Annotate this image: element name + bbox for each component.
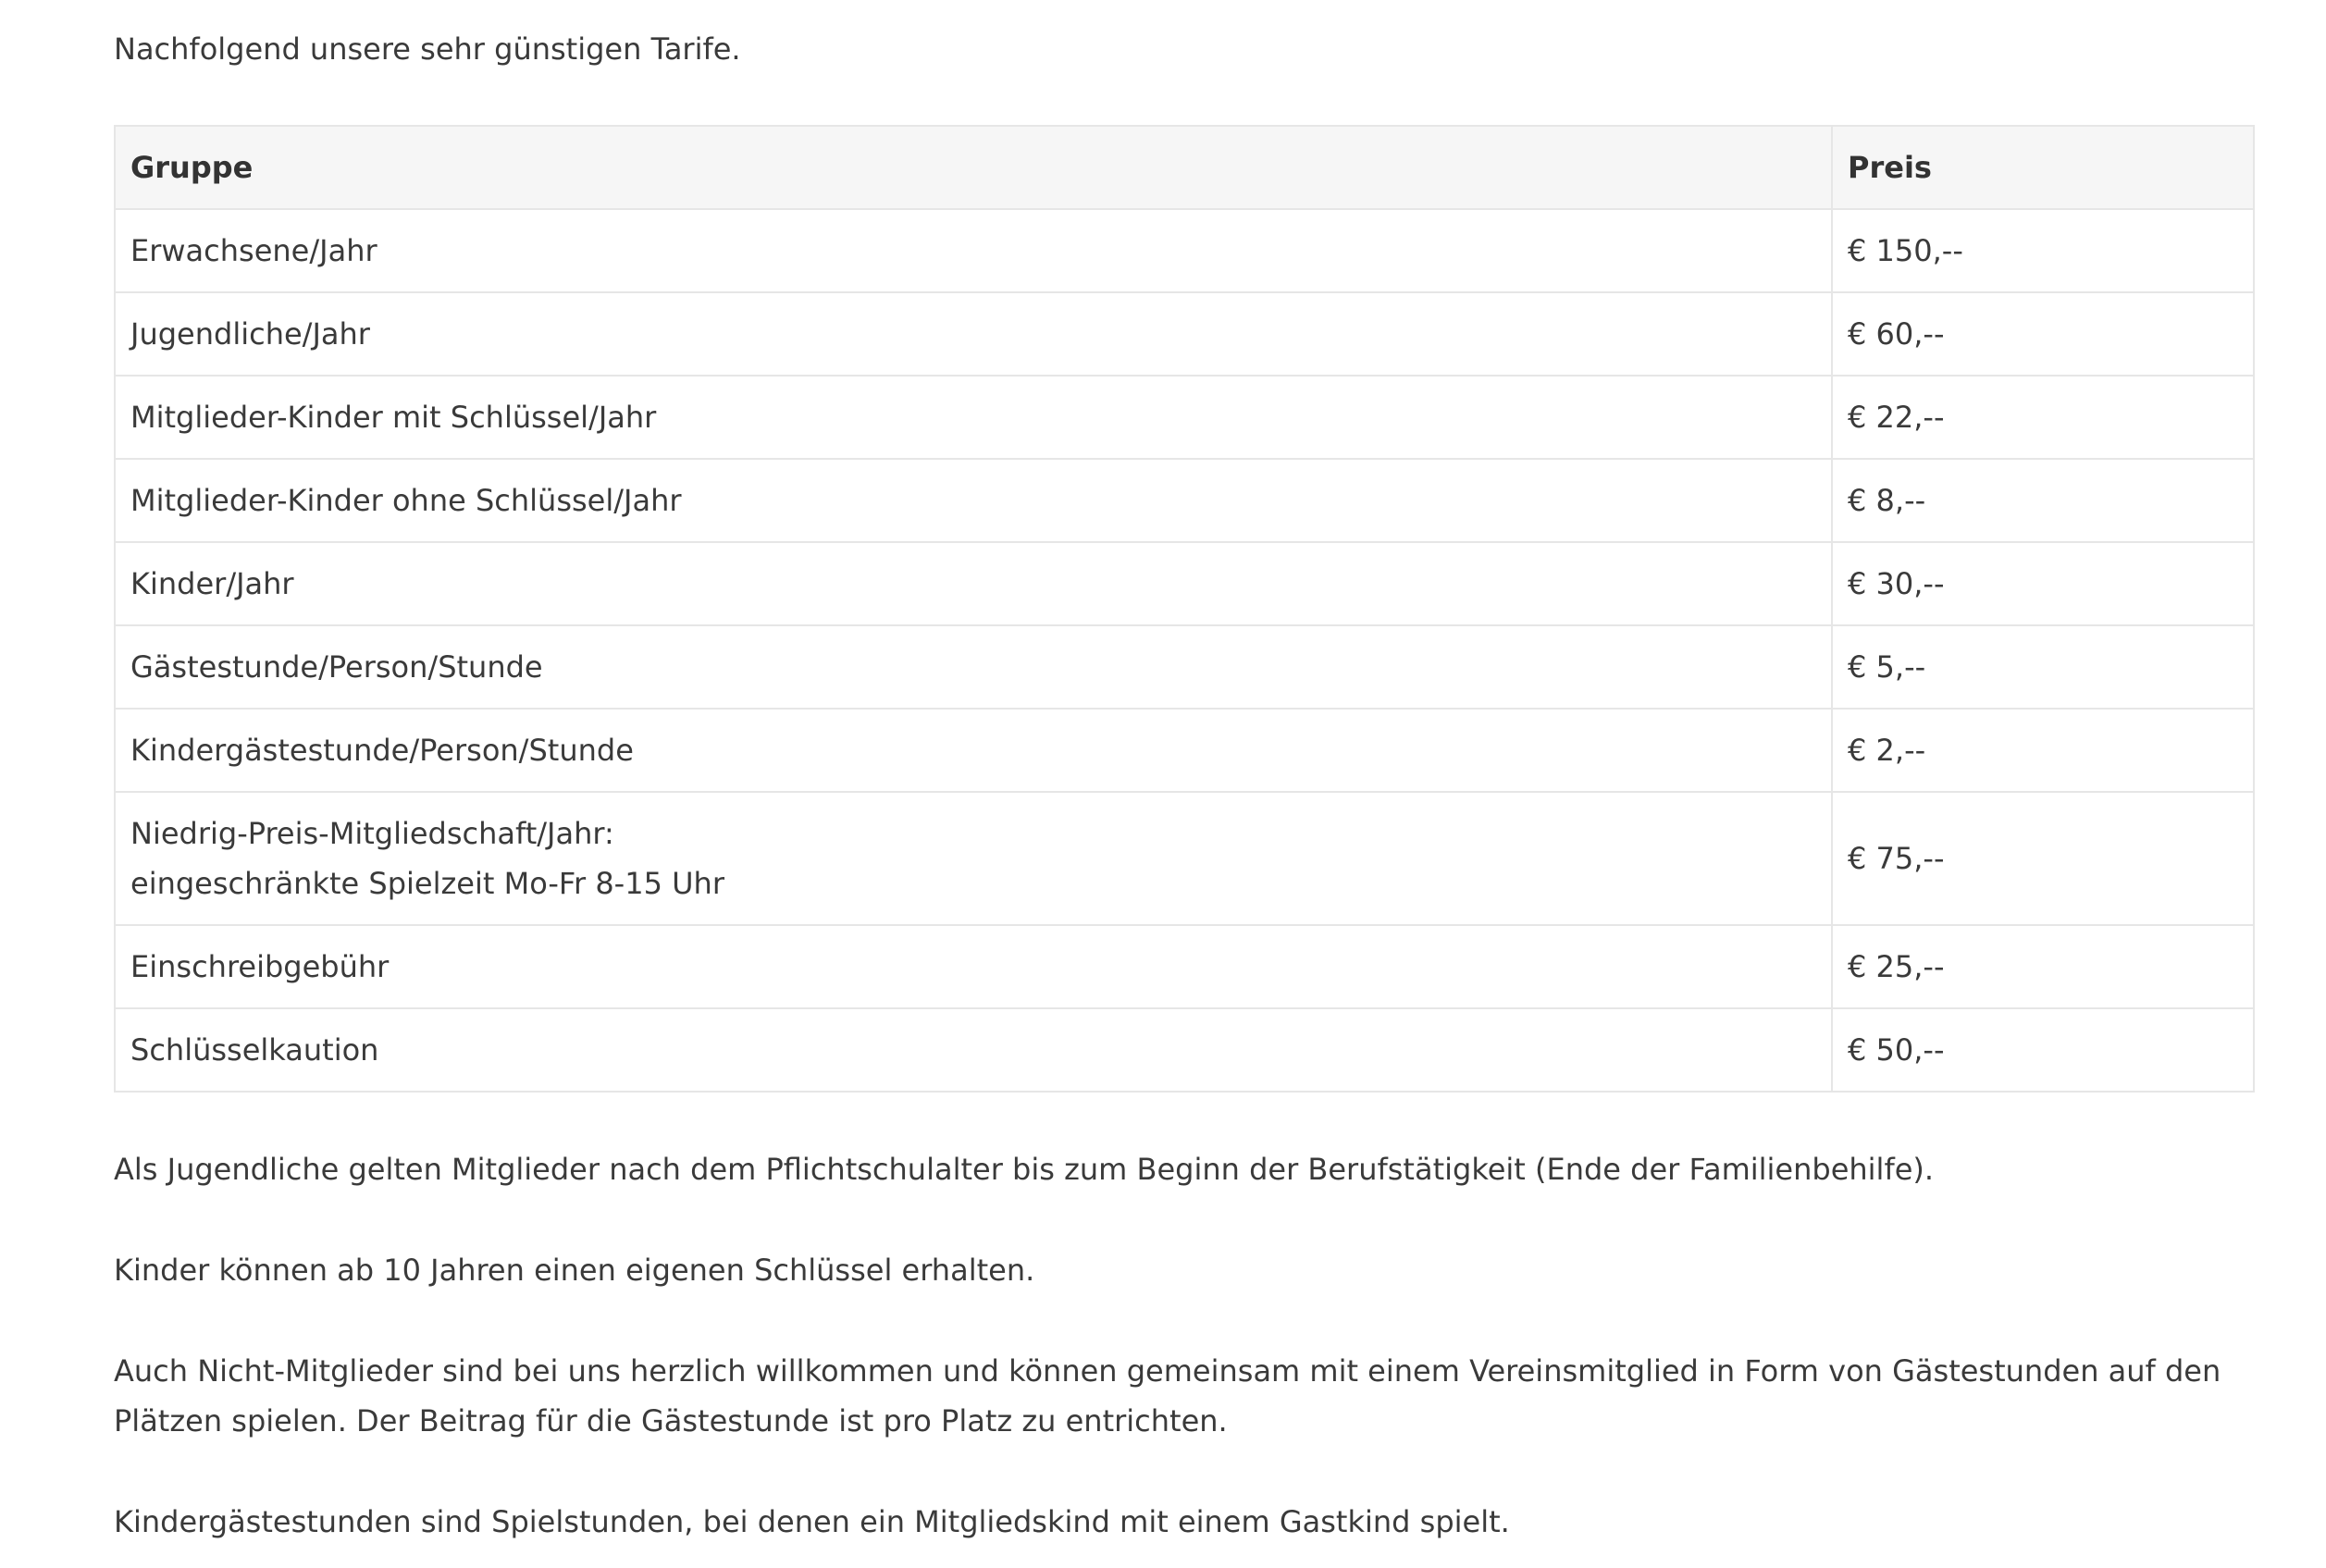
table-row <box>115 209 2254 292</box>
group-cell: Kindergästestunde/Person/Stunde <box>115 709 1832 792</box>
column-header-gruppe: Gruppe <box>115 126 1832 209</box>
price-cell: € 60,-- <box>1832 292 2254 376</box>
table-row <box>115 792 2254 925</box>
table-row <box>115 709 2254 792</box>
table-row <box>115 459 2254 542</box>
group-cell: Mitglieder-Kinder mit Schlüssel/Jahr <box>115 376 1832 459</box>
table-row <box>115 542 2254 625</box>
price-cell: € 50,-- <box>1832 1008 2254 1092</box>
price-cell: € 150,-- <box>1832 209 2254 292</box>
group-cell: Erwachsene/Jahr <box>115 209 1832 292</box>
price-cell: € 2,-- <box>1832 709 2254 792</box>
group-cell <box>115 792 1832 925</box>
group-cell: Kinder/Jahr <box>115 542 1832 625</box>
price-cell: € 22,-- <box>1832 376 2254 459</box>
group-cell: Gästestunde/Person/Stunde <box>115 625 1832 709</box>
group-cell: Jugendliche/Jahr <box>115 292 1832 376</box>
table-header-row <box>115 126 2254 209</box>
note-paragraph: Auch Nicht-Mitglieder sind bei uns herzlich willkommen und können gemeinsam mit einem Vereinsmitglied in Form von Gästestunden auf den Plätzen spielen. Der Beitrag für die Gästestunde ist pro Platz zu entrichten. <box>114 1353 2221 1438</box>
group-cell: Mitglieder-Kinder ohne Schlüssel/Jahr <box>115 459 1832 542</box>
table-row <box>115 625 2254 709</box>
table-row <box>115 1008 2254 1092</box>
table-row <box>115 376 2254 459</box>
price-cell: € 8,-- <box>1832 459 2254 542</box>
note-paragraph: Kindergästestunden sind Spielstunden, bei denen ein Mitgliedskind mit einem Gastkind spielt. <box>114 1504 1510 1539</box>
price-cell: € 75,-- <box>1832 792 2254 925</box>
note-paragraph: Kinder können ab 10 Jahren einen eigenen Schlüssel erhalten. <box>114 1253 1035 1288</box>
price-cell: € 5,-- <box>1832 625 2254 709</box>
group-cell: Einschreibgebühr <box>115 925 1832 1008</box>
note-paragraph: Als Jugendliche gelten Mitglieder nach dem Pflichtschulalter bis zum Beginn der Berufstätigkeit (Ende der Familienbehilfe). <box>114 1152 1935 1187</box>
group-cell-line: Niedrig-Preis-Mitgliedschaft/Jahr: <box>130 816 614 851</box>
group-cell: Schlüsselkaution <box>115 1008 1832 1092</box>
price-cell: € 25,-- <box>1832 925 2254 1008</box>
group-cell-line: eingeschränkte Spielzeit Mo-Fr 8-15 Uhr <box>130 866 724 901</box>
table-row <box>115 925 2254 1008</box>
price-cell: € 30,-- <box>1832 542 2254 625</box>
table-row <box>115 292 2254 376</box>
page-content <box>114 24 2253 1547</box>
intro-text: Nachfolgend unsere sehr günstigen Tarife. <box>114 31 741 67</box>
column-header-preis: Preis <box>1832 126 2254 209</box>
tariff-table <box>114 125 2255 1093</box>
